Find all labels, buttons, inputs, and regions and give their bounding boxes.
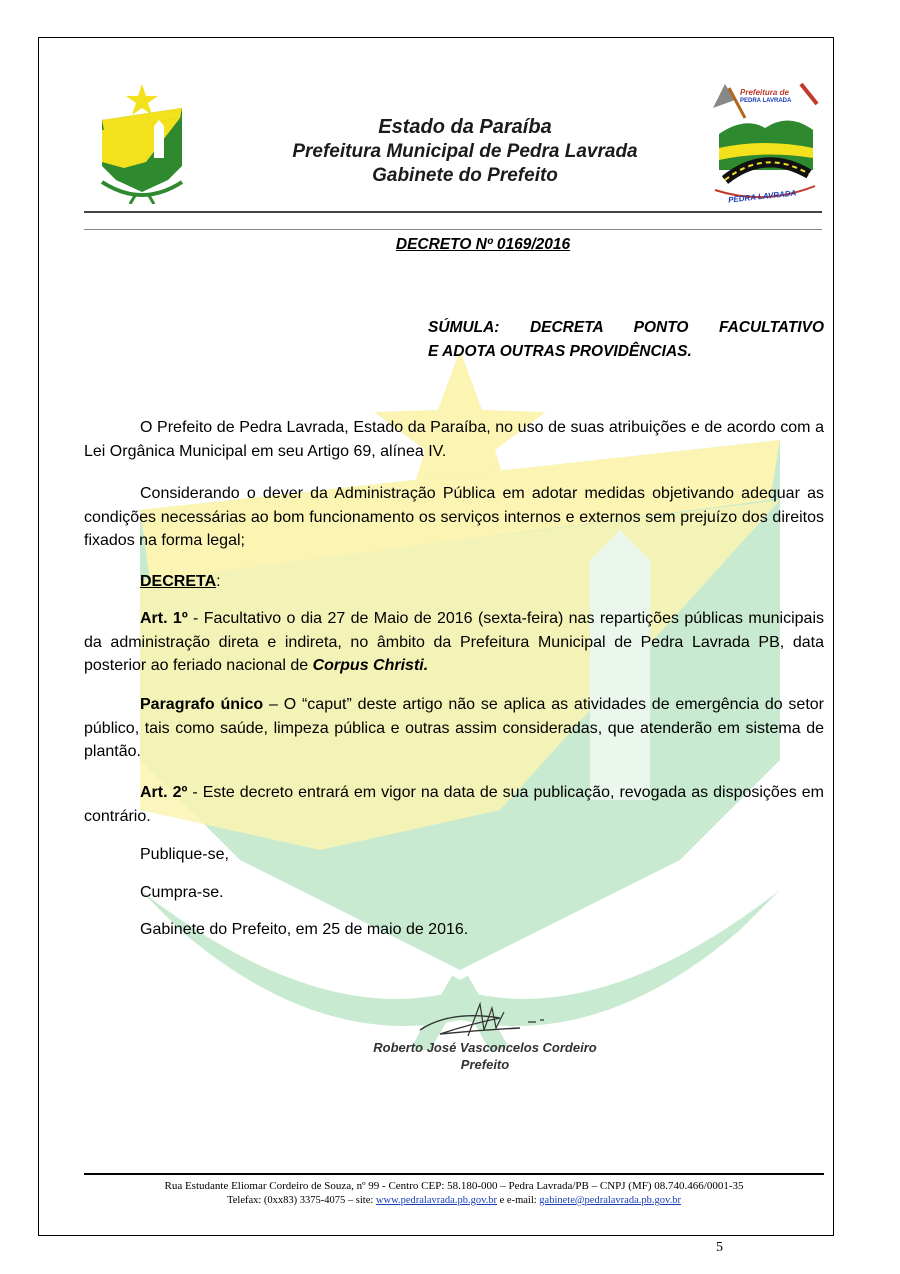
footer-site-link[interactable]: www.pedralavrada.pb.gov.br bbox=[375, 1195, 498, 1206]
decree-summary bbox=[428, 316, 824, 364]
place-date-line: Gabinete do Prefeito, em 25 de maio de 2016. bbox=[140, 921, 469, 938]
sole-paragraph-label: Paragrafo único bbox=[140, 696, 264, 713]
summary-line-1: SÚMULA: DECRETA PONTO FACULTATIVO bbox=[428, 319, 824, 336]
footer-contact bbox=[84, 1195, 824, 1206]
signatory-role: Prefeito bbox=[460, 1057, 510, 1072]
signatory-name: Roberto José Vasconcelos Cordeiro bbox=[373, 1040, 597, 1055]
footer-phone: Telefax: (0xx83) 3375-4075 – site: bbox=[227, 1195, 376, 1206]
footer-address: Rua Estudante Eliomar Cordeiro de Souza, nº 99 - Centro CEP: 58.180-000 – Pedra Lavrada/PB – CNPJ (MF) 08.740.466/0001-35 bbox=[164, 1180, 744, 1192]
logo-text-bottom: PEDRA LAVRADA bbox=[727, 188, 797, 205]
publish-line: Publique-se, bbox=[140, 846, 229, 863]
header-divider-secondary bbox=[84, 229, 822, 230]
header-office: Gabinete do Prefeito bbox=[372, 165, 558, 186]
header-state: Estado da Paraíba bbox=[378, 116, 552, 138]
intro-paragraph: O Prefeito de Pedra Lavrada, Estado da Paraíba, no uso de suas atribuições e de acordo com a Lei Orgânica Municipal em seu Artigo 69, alínea IV. bbox=[84, 419, 824, 460]
article-2-label: Art. 2º bbox=[140, 784, 188, 801]
decreta-colon: : bbox=[216, 573, 221, 590]
article-1-emphasis: Corpus Christi. bbox=[312, 657, 429, 674]
considering-paragraph: Considerando o dever da Administração Pública em adotar medidas objetivando adequar as condições necessárias ao bom funcionamento os serviços internos e externos sem prejuízo dos direitos fixados na forma legal; bbox=[84, 485, 824, 549]
decreta-label: DECRETA bbox=[140, 573, 217, 590]
article-2-text: - Este decreto entrará em vigor na data de sua publicação, revogada as disposições em contrário. bbox=[84, 784, 824, 825]
footer-email-link[interactable]: gabinete@pedralavrada.pb.gov.br bbox=[539, 1195, 681, 1206]
decreta-heading bbox=[84, 570, 824, 594]
comply-line: Cumpra-se. bbox=[140, 884, 224, 901]
summary-line-2: E ADOTA OUTRAS PROVIDÊNCIAS. bbox=[428, 343, 692, 360]
decree-title: DECRETO Nº 0169/2016 bbox=[395, 236, 571, 253]
logo-text-top: Prefeitura de bbox=[740, 88, 789, 97]
sole-paragraph-text: – O “caput” deste artigo não se aplica as atividades de emergência do setor público, tais como saúde, limpeza pública e outras assim consideradas, que atenderão em sistema de plantão. bbox=[84, 696, 824, 760]
page-number: 5 bbox=[716, 1240, 723, 1255]
municipal-crest-icon bbox=[96, 82, 188, 204]
article-1-label: Art. 1º bbox=[140, 610, 188, 627]
sole-paragraph bbox=[84, 693, 824, 764]
handwritten-signature bbox=[410, 1000, 550, 1042]
logo-text-mid: PEDRA LAVRADA bbox=[740, 98, 792, 104]
footer-divider bbox=[84, 1173, 824, 1175]
header-divider bbox=[84, 211, 822, 213]
article-1 bbox=[84, 607, 824, 678]
footer-email-prefix: e e-mail: bbox=[497, 1195, 540, 1206]
article-1-text: - Facultativo o dia 27 de Maio de 2016 (sexta-feira) nas repartições públicas municipais da administração direta e indireta, no âmbito da Prefeitura Municipal de Pedra Lavrada PB, data posterior ao feriado nacional de bbox=[84, 610, 824, 674]
header-prefecture: Prefeitura Municipal de Pedra Lavrada bbox=[292, 141, 638, 162]
article-2 bbox=[84, 781, 824, 828]
